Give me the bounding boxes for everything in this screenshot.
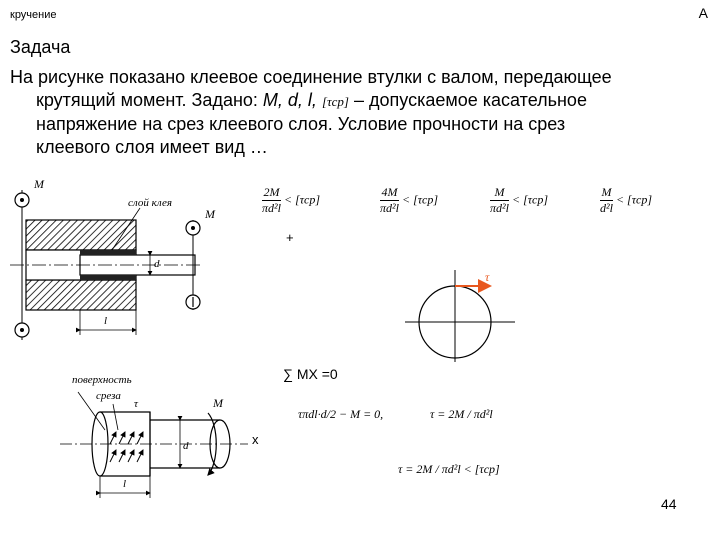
task-params: M, d, l, — [262, 90, 317, 110]
label-glue-layer: слой клея — [128, 197, 172, 209]
label-moment-right: M — [205, 207, 215, 221]
equilibrium-sum: ∑ MX =0 — [283, 366, 338, 382]
answer-option-2[interactable]: $\frac{4M}{\text{πd²l}}$ < [τср] — [380, 185, 439, 215]
label-l-top: l — [104, 315, 108, 327]
topic-label: кручение — [10, 9, 57, 21]
cross-section-figure — [405, 270, 515, 362]
plus-marker: + — [286, 230, 294, 245]
label-moment-left: M — [34, 177, 44, 191]
task-tau-symbol: [τср] — [321, 94, 349, 109]
glue-layer-bottom — [80, 275, 136, 280]
corner-letter: A — [698, 5, 708, 21]
label-tau-bottom: τ — [134, 398, 138, 410]
task-line-2: крутящий момент. Задано: M, d, l, [τср] – допускаемое касательное — [36, 90, 587, 110]
label-surface: поверхность — [72, 374, 132, 386]
bushing-lower — [26, 280, 136, 310]
task-line-1: На рисунке показано клеевое соединение втулки с валом, передающее — [10, 67, 612, 87]
label-l-bottom: l — [123, 478, 127, 490]
equilibrium-eq1: τπdl·d/2 − M = 0, — [298, 407, 384, 421]
answer-option-3[interactable]: $\frac{M}{\text{πd²l}}$ < [τср] — [490, 185, 549, 215]
task-line-4: клеевого слоя имеет вид … — [36, 137, 268, 157]
label-x-axis: x — [252, 432, 259, 447]
page-number: 44 — [661, 496, 677, 512]
equilibrium-eq2: τ = 2M / πd²l — [430, 407, 493, 421]
answer-option-1[interactable]: $\frac{2M}{\text{πd²l}}$ < [τср] — [262, 185, 321, 215]
circle-tau-label: τ — [485, 270, 490, 284]
glue-layer-top — [80, 250, 136, 255]
equilibrium-eq3: τ = 2M / πd²l < [τср] — [398, 462, 500, 476]
answer-option-4[interactable]: $\frac{M}{\text{d²l}}$ < [τср] — [600, 185, 653, 215]
label-moment-bottom: M — [213, 396, 223, 410]
task-line-3: напряжение на срез клеевого слоя. Условие прочности на срез — [36, 114, 566, 134]
task-heading: Задача — [10, 37, 71, 57]
bushing-upper — [26, 220, 136, 250]
label-d-top: d — [154, 258, 160, 270]
label-shear: среза — [96, 390, 121, 402]
label-d-bottom: d — [183, 440, 189, 452]
